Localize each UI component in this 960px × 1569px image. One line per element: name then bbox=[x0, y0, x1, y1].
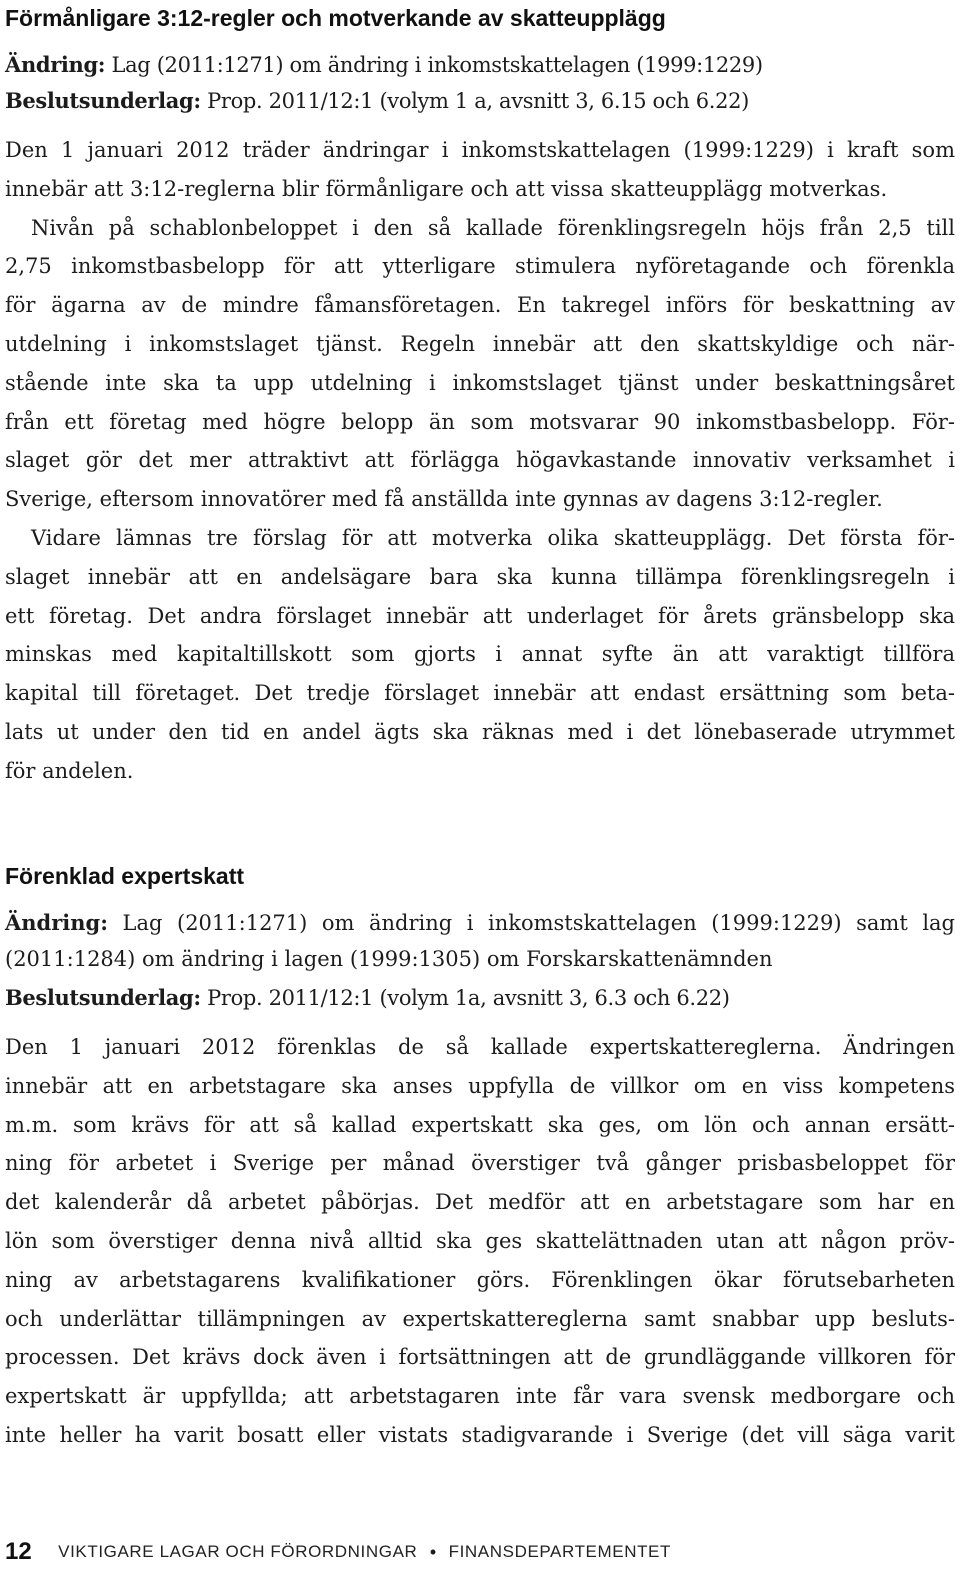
body-line: expertskatt är uppfyllda; att arbetstagaren inte får vara svensk medborgare och bbox=[5, 1384, 955, 1409]
publication-title: VIKTIGARE LAGAR OCH FÖRORDNINGAR bbox=[58, 1542, 418, 1561]
body-line: Sverige, eftersom innovatörer med få anställda inte gynnas av dagens 3:12-regler. bbox=[5, 487, 883, 512]
body-line: det kalenderår då arbetet påbörjas. Det medför att en arbetstagare som har en bbox=[5, 1190, 955, 1215]
body-line: m.m. som krävs för att så kallad expertskatt ska ges, om lön och annan ersätt- bbox=[5, 1112, 955, 1137]
body-line: ning för arbetet i Sverige per månad överstiger två gånger prisbasbeloppet för bbox=[5, 1151, 955, 1176]
body-line: Den 1 januari 2012 förenklas de så kallade expertskattereglerna. Ändringen bbox=[5, 1035, 955, 1059]
body-line: innebär att 3:12-reglerna blir förmånligare och att vissa skatteupplägg motverkas. bbox=[5, 176, 888, 201]
change-line bbox=[5, 47, 763, 83]
body-line: ett företag. Det andra förslaget innebär att underlaget för årets gränsbelopp ska bbox=[5, 603, 955, 628]
change-line bbox=[5, 904, 955, 941]
change-label: Ändring: bbox=[5, 910, 108, 935]
section-heading-expertskatt: Förenklad expertskatt bbox=[5, 863, 245, 889]
change-text: Lag (2011:1271) om ändring i inkomstskattelagen (1999:1229) bbox=[111, 53, 763, 77]
basis-text: Prop. 2011/12:1 (volym 1 a, avsnitt 3, 6.15 och 6.22) bbox=[207, 89, 749, 113]
department-name: FINANSDEPARTEMENTET bbox=[448, 1542, 671, 1561]
basis-text: Prop. 2011/12:1 (volym 1a, avsnitt 3, 6.3 och 6.22) bbox=[207, 986, 730, 1010]
body-line: stående inte ska ta upp utdelning i inkomstslaget tjänst under beskattningsåret bbox=[5, 370, 955, 395]
change-text: Lag (2011:1271) om ändring i inkomstskattelagen (1999:1229) samt lag bbox=[122, 911, 955, 935]
body-line: för andelen. bbox=[5, 758, 134, 783]
basis-label: Beslutsunderlag: bbox=[5, 88, 201, 113]
body-line: Vidare lämnas tre förslag för att motverka olika skatteupplägg. Det första för- bbox=[31, 525, 955, 550]
basis-line bbox=[5, 980, 730, 1016]
body-line: kapital till företaget. Det tredje förslaget innebär att endast ersättning som beta- bbox=[5, 681, 955, 706]
bullet-separator: • bbox=[429, 1541, 437, 1562]
body-line: processen. Det krävs dock även i fortsättningen att de grundläggande villkoren för bbox=[5, 1345, 955, 1370]
body-line: ning av arbetstagarens kvalifikationer görs. Förenklingen ökar förutsebarheten bbox=[5, 1267, 955, 1292]
body-line: från ett företag med högre belopp än som motsvarar 90 inkomstbasbelopp. För- bbox=[5, 409, 955, 434]
body-line: inte heller ha varit bosatt eller vistats stadigvarande i Sverige (det vill säga varit bbox=[5, 1422, 955, 1447]
body-line: innebär att en arbetstagare ska anses uppfylla de villkor om en viss kompetens bbox=[5, 1073, 955, 1098]
section1-body bbox=[5, 131, 955, 791]
change-line-cont: (2011:1284) om ändring i lagen (1999:1305) om Forskarskattenämnden bbox=[5, 947, 773, 971]
body-line: 2,75 inkomstbasbelopp för att ytterligare stimulera nyföretagande och förenkla bbox=[5, 254, 955, 279]
body-line: slaget gör det mer attraktivt att förlägga högavkastande innovativ verksamhet i bbox=[5, 448, 955, 473]
change-block bbox=[5, 904, 955, 978]
change-label: Ändring: bbox=[5, 52, 106, 77]
body-line: Nivån på schablonbeloppet i den så kallade förenklingsregeln höjs från 2,5 till bbox=[31, 215, 955, 240]
body-line: utdelning i inkomstslaget tjänst. Regeln innebär att den skattskyldige och när- bbox=[5, 331, 955, 356]
section2-body bbox=[5, 1028, 955, 1455]
basis-label: Beslutsunderlag: bbox=[5, 985, 201, 1010]
body-line: och underlättar tillämpningen av expertskattereglerna samt snabbar upp besluts- bbox=[5, 1306, 955, 1331]
body-line: lön som överstiger denna nivå alltid ska ges skattelättnaden utan att någon pröv- bbox=[5, 1228, 955, 1253]
basis-line bbox=[5, 83, 749, 119]
body-line: minskas med kapitaltillskott som gjorts i annat syfte än att varaktigt tillföra bbox=[5, 642, 955, 667]
section-heading-formanligare: Förmånligare 3:12-regler och motverkande av skatteupplägg bbox=[5, 5, 666, 31]
body-line: lats ut under den tid en andel ägts ska räknas med i det lönebaserade utrymmet bbox=[5, 719, 955, 744]
body-line: för ägarna av de mindre fåmansföretagen. En takregel införs för beskattning av bbox=[5, 293, 955, 318]
page-footer bbox=[5, 1538, 671, 1568]
body-line: slaget innebär att en andelsägare bara ska kunna tillämpa förenklingsregeln i bbox=[5, 564, 955, 589]
page-number: 12 bbox=[5, 1538, 32, 1565]
body-line: Den 1 januari 2012 träder ändringar i inkomstskattelagen (1999:1229) i kraft som bbox=[5, 138, 955, 162]
